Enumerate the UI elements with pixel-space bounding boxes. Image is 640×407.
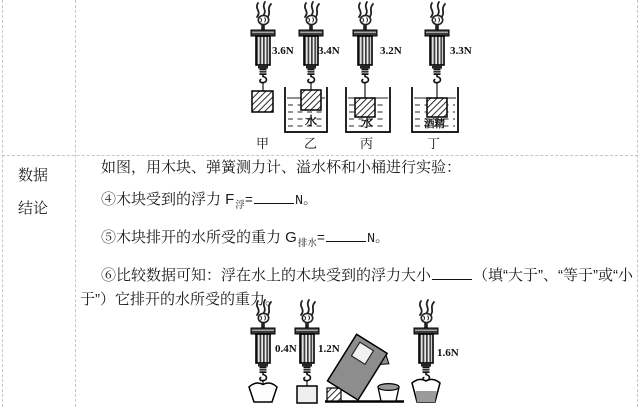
scale-reading: 3.4N — [318, 45, 340, 57]
scale-reading: 3.2N — [380, 45, 402, 57]
setup-ding — [412, 2, 458, 132]
subscript-fu: 浮 — [235, 200, 245, 211]
liquid-label-water: 水 — [305, 114, 318, 128]
setup-bing — [346, 2, 390, 132]
setup-label-bing: 丙 — [360, 136, 374, 151]
intro-text: 如图，用木块、弹簧测力计、溢水杯和小桶进行实验： — [101, 159, 462, 176]
scale-reading: 1.6N — [437, 347, 459, 359]
scale-reading: 1.2N — [318, 343, 340, 355]
question-5: ⑤木块排开的水所受的重力 $G_{排水}= N$。 — [101, 229, 389, 249]
wood-block — [297, 386, 317, 403]
liquid-label-alcohol: 酒精 — [424, 118, 445, 130]
water-in-bucket — [416, 391, 437, 402]
question-6: ⑥比较数据可知：浮在水上的木块受到的浮力大小 （填“大于”、“等于”或“小于”）它排开的水所受的重力。 — [80, 267, 633, 308]
question-cell — [80, 156, 636, 320]
setup-label-yi: 乙 — [304, 136, 318, 151]
wood-block — [427, 98, 447, 117]
wedge-support — [327, 388, 341, 401]
question-4: ④木块受到的浮力 $F_浮= N$。 — [101, 191, 317, 211]
wood-block — [252, 91, 273, 112]
row-header-line1: 数据 — [18, 167, 49, 184]
answer-blank — [254, 190, 294, 204]
wood-block — [301, 90, 321, 110]
scale-reading: 3.3N — [450, 45, 472, 57]
setup-jia — [251, 2, 275, 112]
scale-reading: 3.6N — [272, 45, 294, 57]
scale-reading: 0.4N — [275, 343, 297, 355]
answer-blank — [432, 266, 472, 280]
row-header-cell — [18, 159, 48, 225]
small-bucket — [249, 383, 277, 402]
setup-label-ding: 丁 — [427, 136, 441, 151]
answer-blank — [326, 228, 366, 242]
liquid-label-water: 水 — [361, 116, 374, 130]
row-header-line2: 结论 — [18, 200, 49, 217]
setup-label-jia: 甲 — [256, 136, 270, 151]
subscript-paishui: 排水 — [297, 238, 317, 249]
